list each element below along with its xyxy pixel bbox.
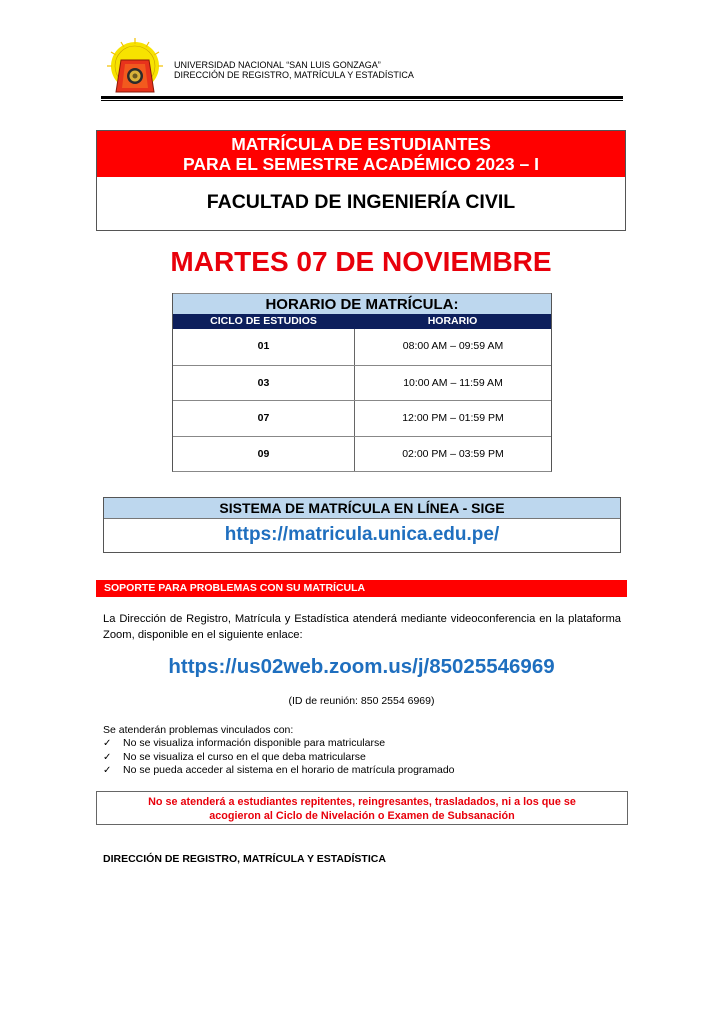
checkmark-icon: ✓ — [103, 751, 112, 763]
notice-box — [96, 791, 628, 825]
table-row — [173, 400, 551, 436]
faculty-name: FACULTAD DE INGENIERÍA CIVIL — [206, 191, 516, 213]
title-line-1: MATRÍCULA DE ESTUDIANTES — [231, 134, 491, 154]
support-heading: SOPORTE PARA PROBLEMAS CON SU MATRÍCULA — [96, 580, 627, 597]
title-banner — [97, 131, 625, 177]
schedule-table — [172, 293, 552, 472]
issue-text: No se visualiza el curso en el que deba matricularse — [123, 750, 366, 763]
cell-horario: 02:00 PM – 03:59 PM — [402, 447, 504, 460]
enrollment-date: MARTES 07 DE NOVIEMBRE — [170, 246, 552, 277]
header-divider — [101, 96, 623, 99]
table-row — [173, 365, 551, 401]
header-divider-thin — [101, 100, 623, 101]
cell-horario: 12:00 PM – 01:59 PM — [402, 412, 504, 424]
issue-text: No se pueda acceder al sistema en el horario de matrícula programado — [123, 764, 455, 776]
notice-line-1: No se atenderá a estudiantes repitentes, reingresantes, trasladados, ni a los que se — [148, 796, 576, 808]
list-item — [103, 764, 455, 778]
support-paragraph: La Dirección de Registro, Matrícula y Estadística atenderá mediante videoconferencia en la plataforma Zoom, disponible en el siguiente enlace: — [103, 613, 621, 641]
title-line-2: PARA EL SEMESTRE ACADÉMICO 2023 – I — [183, 154, 539, 174]
university-name: UNIVERSIDAD NACIONAL “SAN LUIS GONZAGA” — [174, 60, 381, 70]
table-row — [173, 329, 551, 365]
university-seal-icon — [104, 36, 166, 96]
issue-text: No se visualiza información disponible para matricularse — [123, 737, 386, 749]
list-item — [103, 737, 455, 751]
checkmark-icon: ✓ — [103, 738, 112, 749]
schedule-body — [173, 329, 551, 471]
zoom-link[interactable]: https://us02web.zoom.us/j/85025546969 — [168, 655, 555, 678]
sige-link[interactable]: https://matricula.unica.edu.pe/ — [224, 524, 500, 545]
column-header-horario: HORARIO — [427, 315, 478, 327]
column-header-ciclo: CICLO DE ESTUDIOS — [210, 315, 317, 327]
meeting-id: (ID de reunión: 850 2554 6969) — [288, 695, 435, 707]
list-item — [103, 751, 455, 765]
cell-ciclo: 09 — [173, 437, 355, 472]
cell-horario: 08:00 AM – 09:59 AM — [402, 340, 504, 352]
sige-title: SISTEMA DE MATRÍCULA EN LÍNEA - SIGE — [104, 498, 620, 519]
checkmark-icon: ✓ — [103, 765, 112, 776]
sige-box — [103, 497, 621, 553]
issues-list — [103, 737, 455, 778]
signature: DIRECCIÓN DE REGISTRO, MATRÍCULA Y ESTADÍSTICA — [103, 853, 386, 865]
issues-intro: Se atenderán problemas vinculados con: — [103, 724, 294, 736]
cell-ciclo: 01 — [173, 329, 355, 365]
cell-ciclo: 07 — [173, 401, 355, 436]
schedule-title: HORARIO DE MATRÍCULA: — [173, 293, 551, 314]
notice-line-2: acogieron al Ciclo de Nivelación o Examen de Subsanación — [209, 810, 515, 822]
cell-ciclo: 03 — [173, 366, 355, 401]
schedule-header-row — [173, 314, 551, 329]
department-name: DIRECCIÓN DE REGISTRO, MATRÍCULA Y ESTADÍSTICA — [174, 70, 414, 80]
cell-horario: 10:00 AM – 11:59 AM — [403, 376, 503, 389]
table-row — [173, 436, 551, 472]
title-box — [96, 130, 626, 231]
